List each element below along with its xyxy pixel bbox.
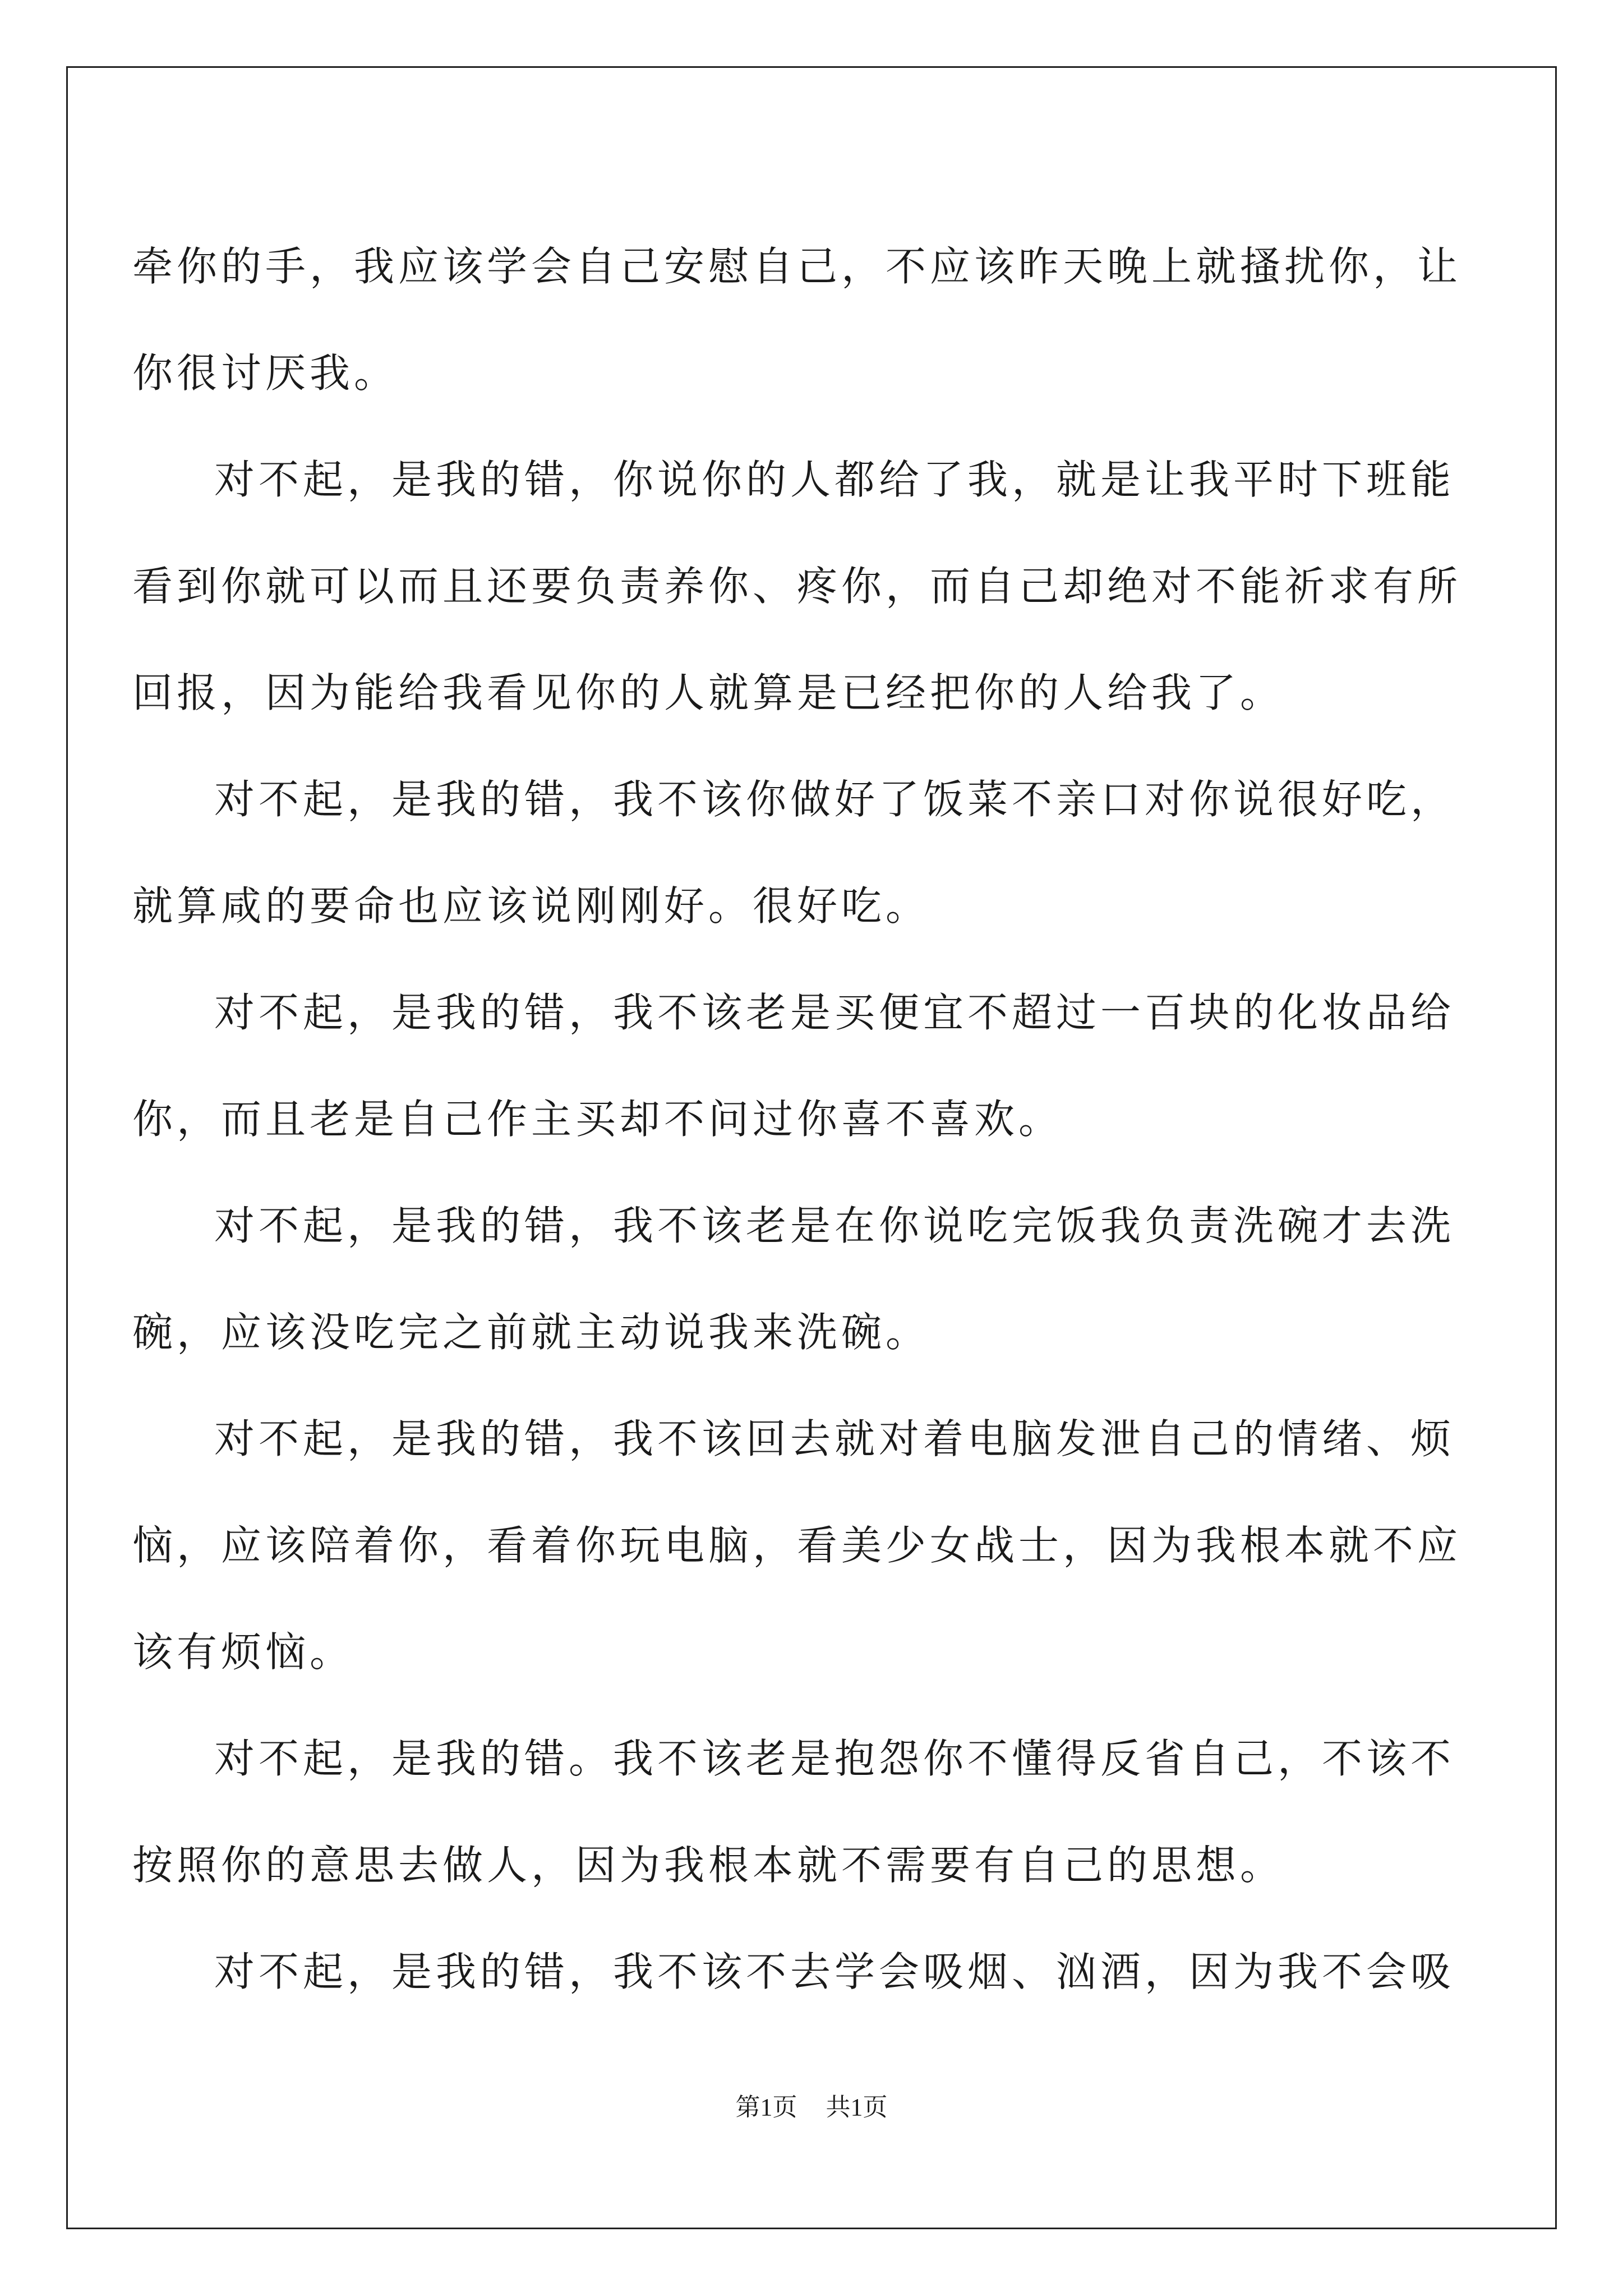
page-number-total: 共1页 <box>826 2093 888 2121</box>
paragraph-start-line: 对不起，是我的错，我不该回去就对着电脑发泄自己的情绪、烦 <box>214 1415 1455 1462</box>
text-line: 按照你的意思去做人，因为我根本就不需要有自己的思想。 <box>132 1842 1285 1889</box>
text-line: 恼，应该陪着你，看着你玩电脑，看美少女战士，因为我根本就不应 <box>132 1522 1462 1569</box>
document-body <box>132 213 1462 2025</box>
paragraph-start-line: 对不起，是我的错，我不该你做好了饭菜不亲口对你说很好吃， <box>214 776 1455 823</box>
page-number-current: 第1页 <box>735 2093 797 2121</box>
paragraph-start-line: 对不起，是我的错，我不该不去学会吸烟、汹酒，因为我不会吸 <box>214 1948 1455 1995</box>
paragraph-start-line: 对不起，是我的错。我不该老是抱怨你不懂得反省自己，不该不 <box>214 1735 1455 1782</box>
paragraph-start-line: 对不起，是我的错，我不该老是买便宜不超过一百块的化妆品给 <box>214 989 1455 1036</box>
text-line: 牵你的手，我应该学会自己安慰自己，不应该昨天晚上就搔扰你，让 <box>132 243 1462 290</box>
paragraph-start-line: 对不起，是我的错，我不该老是在你说吃完饭我负责洗碗才去洗 <box>214 1202 1455 1249</box>
text-line: 看到你就可以而且还要负责养你、疼你，而自己却绝对不能祈求有所 <box>132 563 1462 610</box>
text-line: 你很讨厌我。 <box>132 349 399 397</box>
text-line: 你，而且老是自己作主买却不问过你喜不喜欢。 <box>132 1096 1063 1143</box>
text-line: 就算咸的要命也应该说刚刚好。很好吃。 <box>132 882 930 930</box>
paragraph-start-line: 对不起，是我的错，你说你的人都给了我，就是让我平时下班能 <box>214 456 1455 503</box>
text-line: 碗，应该没吃完之前就主动说我来洗碗。 <box>132 1309 930 1356</box>
text-line: 回报，因为能给我看见你的人就算是已经把你的人给我了。 <box>132 669 1285 716</box>
page-footer <box>0 2087 1623 2123</box>
text-line: 该有烦恼。 <box>132 1628 354 1676</box>
